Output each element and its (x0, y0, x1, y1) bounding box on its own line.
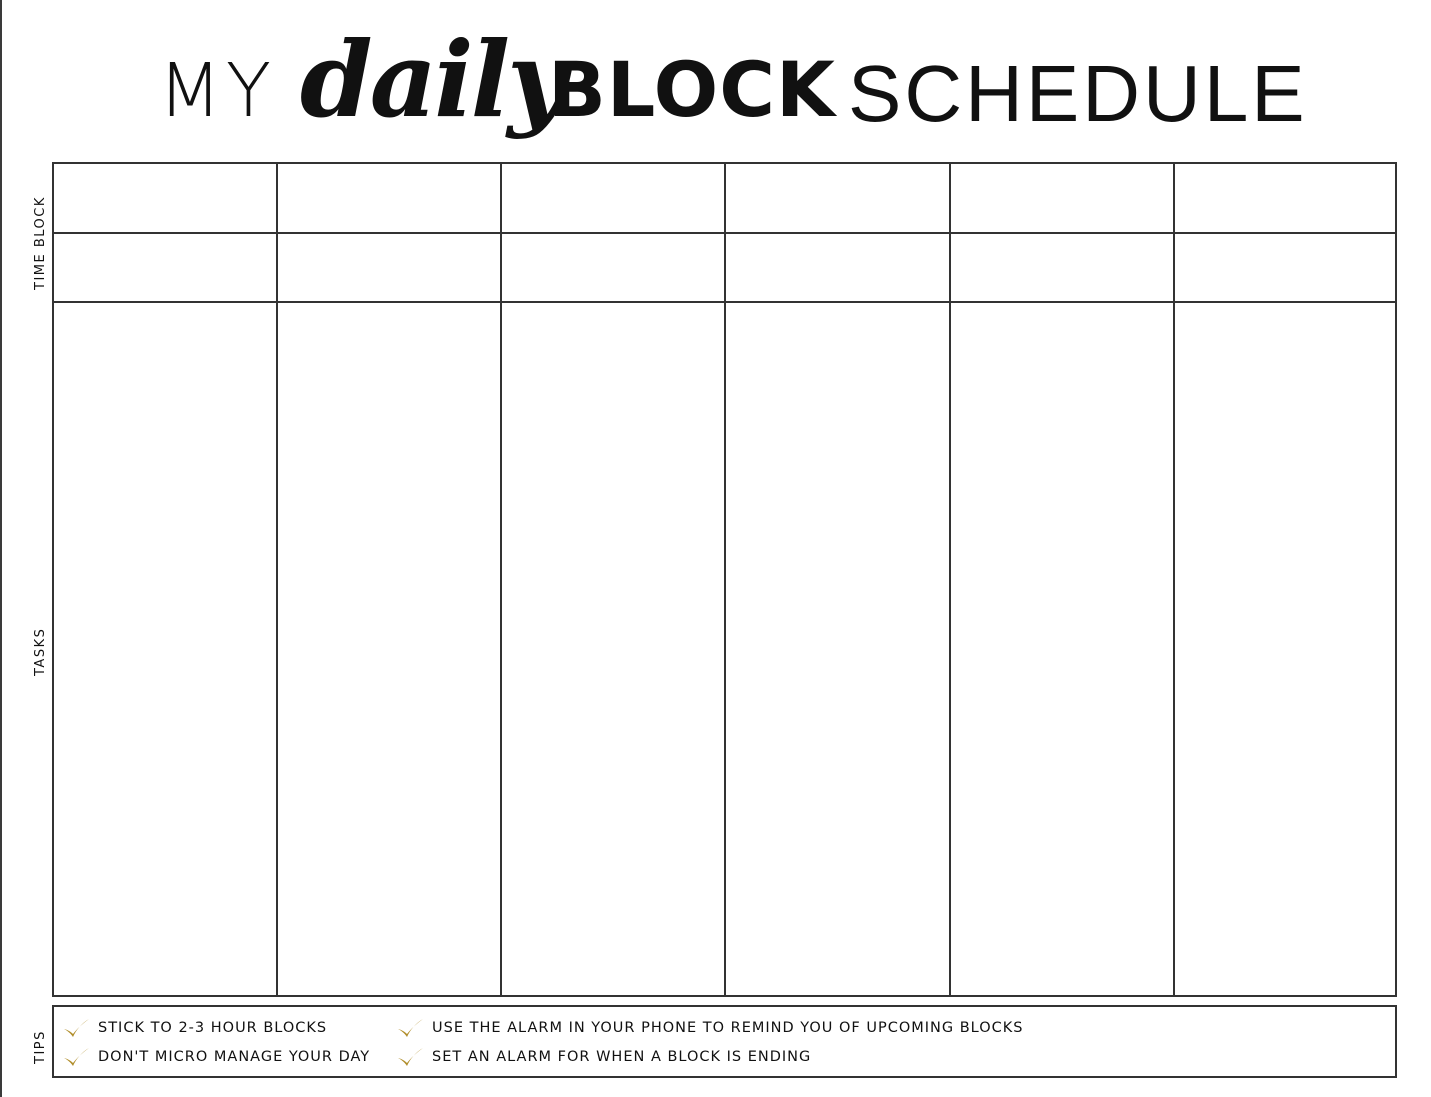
schedule-grid (52, 162, 1397, 997)
time-block-end-cell-2[interactable] (278, 234, 500, 301)
time-block-start-cell-6[interactable] (1175, 164, 1395, 232)
tip-text: USE THE ALARM IN YOUR PHONE TO REMIND YOU OF UPCOMING BLOCKS (432, 1020, 1024, 1036)
tasks-cell-3[interactable] (502, 303, 724, 995)
time-block-end-cell-5[interactable] (951, 234, 1173, 301)
title-schedule: SCHEDULE (848, 49, 1308, 138)
tasks-cell-5[interactable] (951, 303, 1173, 995)
tip-item (62, 1017, 327, 1039)
time-block-label: TIME BLOCK (33, 196, 48, 290)
time-block-start-cell-1[interactable] (54, 164, 276, 232)
time-block-end-cell-3[interactable] (502, 234, 724, 301)
tip-item (396, 1017, 1023, 1039)
tasks-label: TASKS (33, 627, 48, 676)
tip-text: DON'T MICRO MANAGE YOUR DAY (98, 1049, 371, 1065)
tip-text: STICK TO 2-3 HOUR BLOCKS (98, 1020, 328, 1036)
page-title (0, 18, 1431, 172)
checkmark-icon (62, 1017, 90, 1039)
checkmark-icon (396, 1017, 424, 1039)
tip-item (62, 1046, 370, 1068)
time-block-end-cell-1[interactable] (54, 234, 276, 301)
tasks-cell-4[interactable] (726, 303, 949, 995)
checkmark-icon (396, 1046, 424, 1068)
time-block-end-cell-4[interactable] (726, 234, 949, 301)
tasks-cell-6[interactable] (1175, 303, 1395, 995)
time-block-start-cell-4[interactable] (726, 164, 949, 232)
checkmark-icon (62, 1046, 90, 1068)
title-my: MY (158, 48, 276, 134)
time-block-end-cell-6[interactable] (1175, 234, 1395, 301)
time-block-start-cell-5[interactable] (951, 164, 1173, 232)
tips-box (52, 1005, 1397, 1078)
title-block: BLOCK (548, 45, 836, 134)
title-daily: daily (300, 18, 565, 141)
tasks-cell-2[interactable] (278, 303, 500, 995)
time-block-start-cell-2[interactable] (278, 164, 500, 232)
tip-text: SET AN ALARM FOR WHEN A BLOCK IS ENDING (432, 1049, 812, 1065)
tip-item (396, 1046, 811, 1068)
tips-label: TIPS (33, 1030, 48, 1064)
time-block-start-cell-3[interactable] (502, 164, 724, 232)
tasks-cell-1[interactable] (54, 303, 276, 995)
